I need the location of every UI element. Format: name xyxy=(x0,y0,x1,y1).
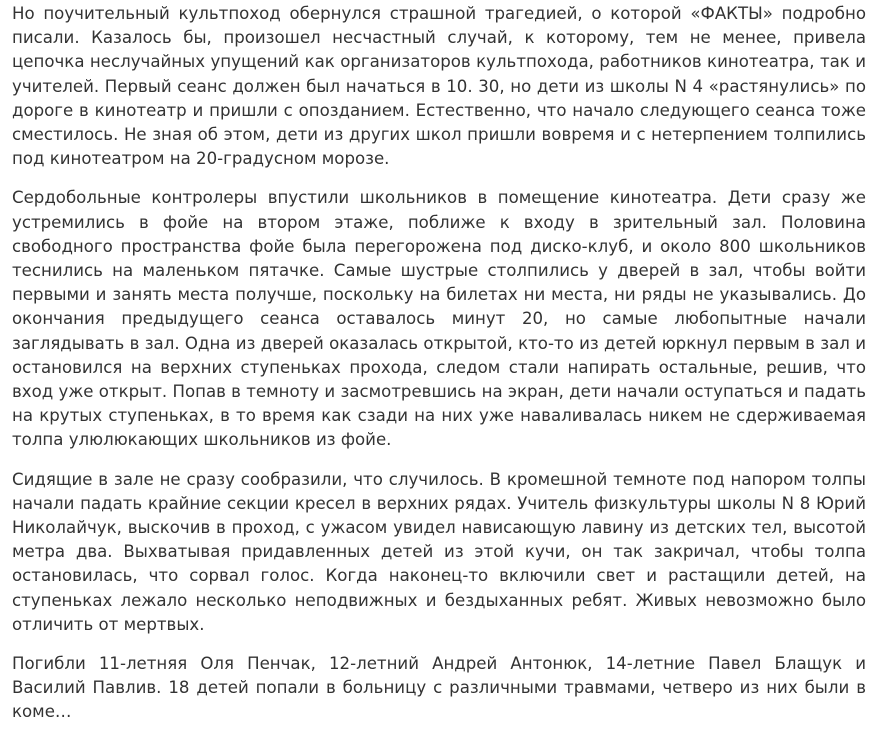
paragraph-1: Но поучительный культпоход обернулся страшной трагедией, о которой «ФАКТЫ» подробно писали. Казалось бы, произошел несчастный случай, к которому, тем не менее, привела цепочка неслучайных упущений как организаторов культпохода, работников кинотеатра, так и учителей. Первый сеанс должен был начаться в 10. 30, но дети из школы N 4 «растянулись» по дороге в кинотеатр и пришли с опозданием. Естественно, что начало следующего сеанса тоже сместилось. Не зная об этом, дети из других школ пришли вовремя и с нетерпением толпились под кинотеатром на 20-градусном морозе. xyxy=(12,4,866,169)
paragraph-4: Погибли 11-летняя Оля Пенчак, 12-летний Андрей Антонюк, 14-летние Павел Блащук и Василий Павлив. 18 детей попали в больницу с различными травмами, четверо из них были в коме… xyxy=(12,654,866,722)
paragraph-3: Сидящие в зале не сразу сообразили, что случилось. В кромешной темноте под напором толпы начали падать крайние секции кресел в верхних рядах. Учитель физкультуры школы N 8 Юрий Николайчук, выскочив в проход, с ужасом увидел нависающую лавину из детских тел, высотой метра два. Выхватывая придавленных детей из этой кучи, он так закричал, чтобы толпа остановилась, что сорвал голос. Когда наконец-то включили свет и растащили детей, на ступеньках лежало несколько неподвижных и бездыханных ребят. Живых невозможно было отличить от мертвых. xyxy=(12,469,866,634)
paragraph-2: Сердобольные контролеры впустили школьников в помещение кинотеатра. Дети сразу же устремились в фойе на втором этаже, поближе к входу в зрительный зал. Половина свободного пространства фойе была перегорожена под диско-клуб, и около 800 школьников теснились на маленьком пятачке. Самые шустрые столпились у дверей в зал, чтобы войти первыми и занять места получше, поскольку на билетах ни места, ни ряды не указывались. До окончания предыдущего сеанса оставалось минут 20, но самые любопытные начали заглядывать в зал. Одна из дверей оказалась открытой, кто-то из детей юркнул первым в зал и остановился на верхних ступеньках прохода, следом стали напирать остальные, решив, что вход уже открыт. Попав в темноту и засмотревшись на экран, дети начали оступаться и падать на крутых ступеньках, в то время как сзади на них уже наваливалась никем не сдерживаемая толпа улюлюкающих школьников из фойе. xyxy=(12,188,866,450)
